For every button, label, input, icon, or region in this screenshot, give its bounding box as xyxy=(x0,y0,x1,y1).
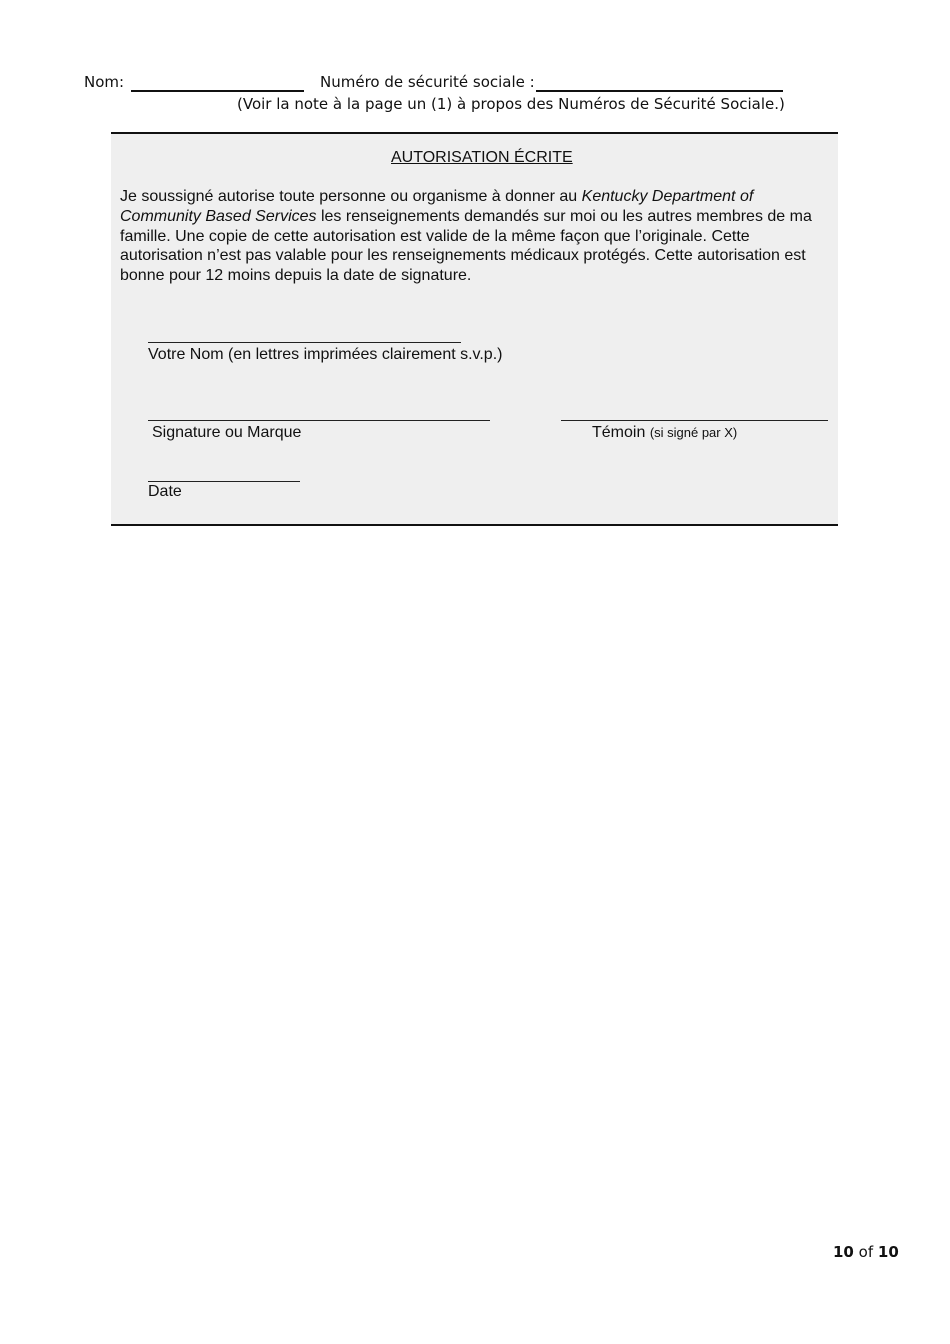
witness-note: (si signé par X) xyxy=(649,425,738,440)
agency-name: Kentucky Department of Community Based Services xyxy=(120,188,754,225)
printed-name-label: Votre Nom (en lettres imprimées clairement s.v.p.) xyxy=(148,346,503,363)
signature-field[interactable] xyxy=(148,420,490,421)
page-current: 10 xyxy=(833,1243,854,1261)
authorization-text-part2: les renseignements demandés sur moi ou les autres membres de ma famille. Une copie de cette autorisation est valide de la même façon que l’originale. Cette autorisation n’est pas valable pour les renseignements médicaux protégés. Cette autorisation est bonne pour 12 moins depuis la date de signature. xyxy=(120,207,812,285)
page-of: of xyxy=(858,1243,874,1261)
date-label: Date xyxy=(148,483,182,500)
ssn-note: (Voir la note à la page un (1) à propos des Numéros de Sécurité Sociale.) xyxy=(237,95,785,113)
ssn-label: Numéro de sécurité sociale : xyxy=(320,73,535,91)
form-title: AUTORISATION ÉCRITE xyxy=(391,149,573,166)
witness-label: Témoin xyxy=(592,424,646,441)
printed-name-field[interactable] xyxy=(148,342,461,343)
page-total: 10 xyxy=(877,1243,899,1261)
authorization-text xyxy=(120,187,820,286)
authorization-text-part1: Je soussigné autorise toute personne ou organisme à donner au xyxy=(120,188,582,205)
name-label: Nom: xyxy=(84,73,125,91)
signature-label: Signature ou Marque xyxy=(152,424,302,441)
witness-label-group xyxy=(592,424,737,442)
name-field[interactable] xyxy=(131,90,304,92)
date-field[interactable] xyxy=(148,481,300,482)
ssn-field[interactable] xyxy=(536,90,783,92)
witness-field[interactable] xyxy=(561,420,828,421)
page-number xyxy=(833,1243,899,1261)
